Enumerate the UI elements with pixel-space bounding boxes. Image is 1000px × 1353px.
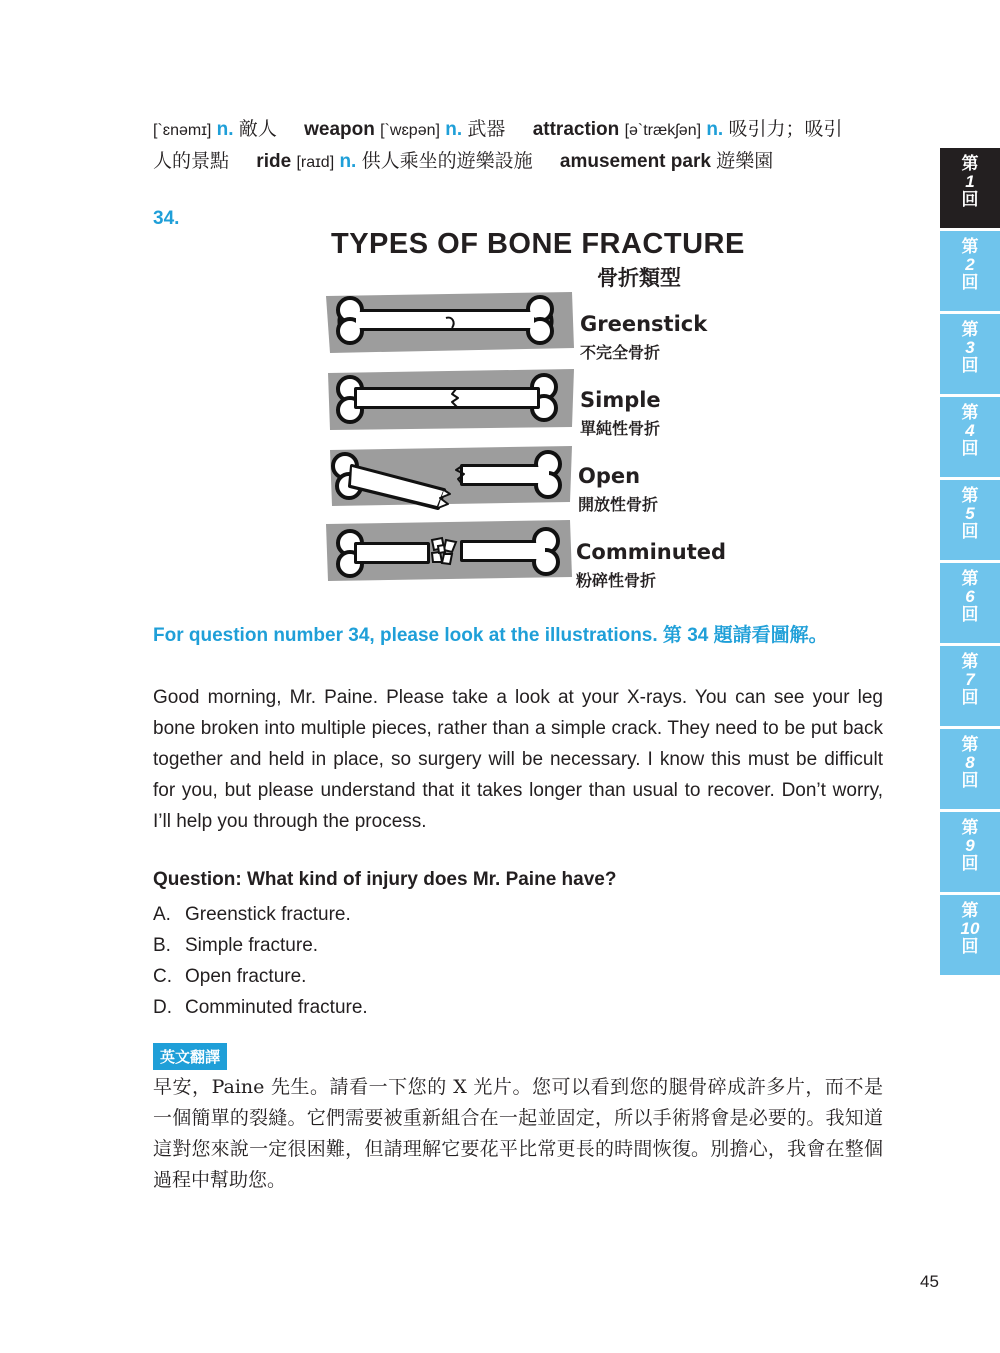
tab-prefix: 第 (961, 569, 979, 588)
vocab-pos: n. (706, 119, 724, 140)
vocab-word: attraction (532, 119, 620, 140)
tab-prefix: 第 (961, 154, 979, 173)
option-d (153, 997, 368, 1019)
listening-script: Good morning, Mr. Paine. Please take a look at your X-rays. You can see your leg bone broken into multiple pieces, rather than a simple crack. They need to be put back together and held in place, so surgery will be necessary. I know this must be difficult for you, but please understand that it takes longer than usual to recover. Don’t worry, I’ll help you through the process. (153, 687, 883, 832)
tab-suffix: 回 (961, 522, 979, 541)
fracture-label-greenstick-zh: 不完全骨折 (580, 345, 661, 362)
tab-number: 3 (965, 338, 975, 357)
chapter-tab-5[interactable] (940, 480, 1000, 560)
option-text: Greenstick fracture. (185, 904, 351, 925)
tab-prefix: 第 (961, 237, 979, 256)
option-a (153, 904, 351, 926)
tab-suffix: 回 (961, 356, 979, 375)
tab-suffix: 回 (961, 688, 979, 707)
tab-number: 5 (965, 504, 975, 523)
option-letter: B. (153, 935, 171, 956)
tab-prefix: 第 (961, 320, 979, 339)
tab-suffix: 回 (961, 937, 979, 956)
vocab-pos: n. (216, 119, 234, 140)
tab-number: 6 (965, 587, 975, 606)
vocab-pos: n. (339, 151, 357, 172)
tab-prefix: 第 (961, 486, 979, 505)
tab-number: 8 (965, 753, 975, 772)
illustration-subtitle: 骨折類型 (597, 267, 681, 290)
tab-number: 10 (960, 919, 980, 938)
tab-number: 1 (965, 172, 975, 191)
fracture-label-comminuted-zh: 粉碎性骨折 (576, 573, 657, 590)
option-text: Comminuted fracture. (185, 997, 368, 1018)
chapter-tab-2[interactable] (940, 231, 1000, 311)
listening-prompt: For question number 34, please look at the illustrations. 第 34 題請看圖解。 (153, 625, 828, 646)
option-text: Simple fracture. (185, 935, 319, 956)
vocab-phonetic: [`ɛnəmɪ] (153, 122, 212, 139)
tab-prefix: 第 (961, 818, 979, 837)
tab-prefix: 第 (961, 403, 979, 422)
vocab-phonetic: [`wɛpən] (380, 122, 440, 139)
bone-fracture-illustration (0, 0, 1000, 600)
chapter-tab-6[interactable] (940, 563, 1000, 643)
vocab-definition: 人的景點 (153, 151, 230, 172)
translation-label: 英文翻譯 (153, 1043, 227, 1070)
tab-number: 9 (965, 836, 975, 855)
option-letter: A. (153, 904, 171, 925)
tab-number: 4 (965, 421, 975, 440)
vocab-definition: 遊樂園 (716, 151, 774, 172)
chapter-tab-1[interactable] (940, 148, 1000, 228)
question-text: Question: What kind of injury does Mr. Paine have? (153, 869, 617, 890)
chapter-tab-3[interactable] (940, 314, 1000, 394)
option-c (153, 966, 306, 988)
tab-prefix: 第 (961, 901, 979, 920)
chapter-tab-10[interactable] (940, 895, 1000, 975)
tab-number: 2 (965, 255, 975, 274)
tab-prefix: 第 (961, 735, 979, 754)
tab-suffix: 回 (961, 605, 979, 624)
option-b (153, 935, 318, 957)
option-letter: D. (153, 997, 172, 1018)
tab-suffix: 回 (961, 190, 979, 209)
tab-prefix: 第 (961, 652, 979, 671)
fracture-label-greenstick: Greenstick (580, 312, 708, 336)
chapter-tab-4[interactable] (940, 397, 1000, 477)
translation-text: 早安，Paine 先生。請看一下您的 X 光片。您可以看到您的腿骨碎成許多片，而不是一個簡單的裂縫。它們需要被重新組合在一起並固定，所以手術將會是必要的。我知道這對您來說一定很困難，但請理解它要花平比常更長的時間恢復。別擔心，我會在整個過程中幫助您。 (153, 1076, 883, 1191)
tab-number: 7 (965, 670, 975, 689)
fracture-label-simple-zh: 單純性骨折 (580, 421, 661, 438)
vocab-definition: 吸引力；吸引 (728, 119, 843, 140)
vocab-word: amusement park (559, 151, 711, 172)
vocab-definition: 敵人 (238, 119, 277, 140)
question-number: 34. (153, 208, 180, 229)
fracture-label-open: Open (578, 464, 641, 488)
tab-suffix: 回 (961, 854, 979, 873)
fracture-label-open-zh: 開放性骨折 (578, 497, 659, 514)
chapter-tab-9[interactable] (940, 812, 1000, 892)
tab-suffix: 回 (961, 273, 979, 292)
vocab-phonetic: [raɪd] (296, 154, 335, 171)
page-number: 45 (920, 1272, 939, 1291)
fracture-label-simple: Simple (580, 388, 661, 412)
vocab-phonetic: [ə`trækʃən] (624, 122, 702, 139)
chapter-tab-7[interactable] (940, 646, 1000, 726)
option-text: Open fracture. (185, 966, 307, 987)
vocab-word: weapon (304, 119, 375, 140)
option-letter: C. (153, 966, 172, 987)
vocab-definition: 武器 (467, 119, 506, 140)
vocab-definition: 供人乘坐的遊樂設施 (361, 151, 533, 172)
tab-suffix: 回 (961, 771, 979, 790)
tab-suffix: 回 (961, 439, 979, 458)
vocab-pos: n. (445, 119, 463, 140)
fracture-label-comminuted: Comminuted (576, 540, 727, 564)
chapter-tab-8[interactable] (940, 729, 1000, 809)
vocab-word: ride (256, 151, 292, 172)
illustration-title: TYPES OF BONE FRACTURE (331, 228, 745, 260)
